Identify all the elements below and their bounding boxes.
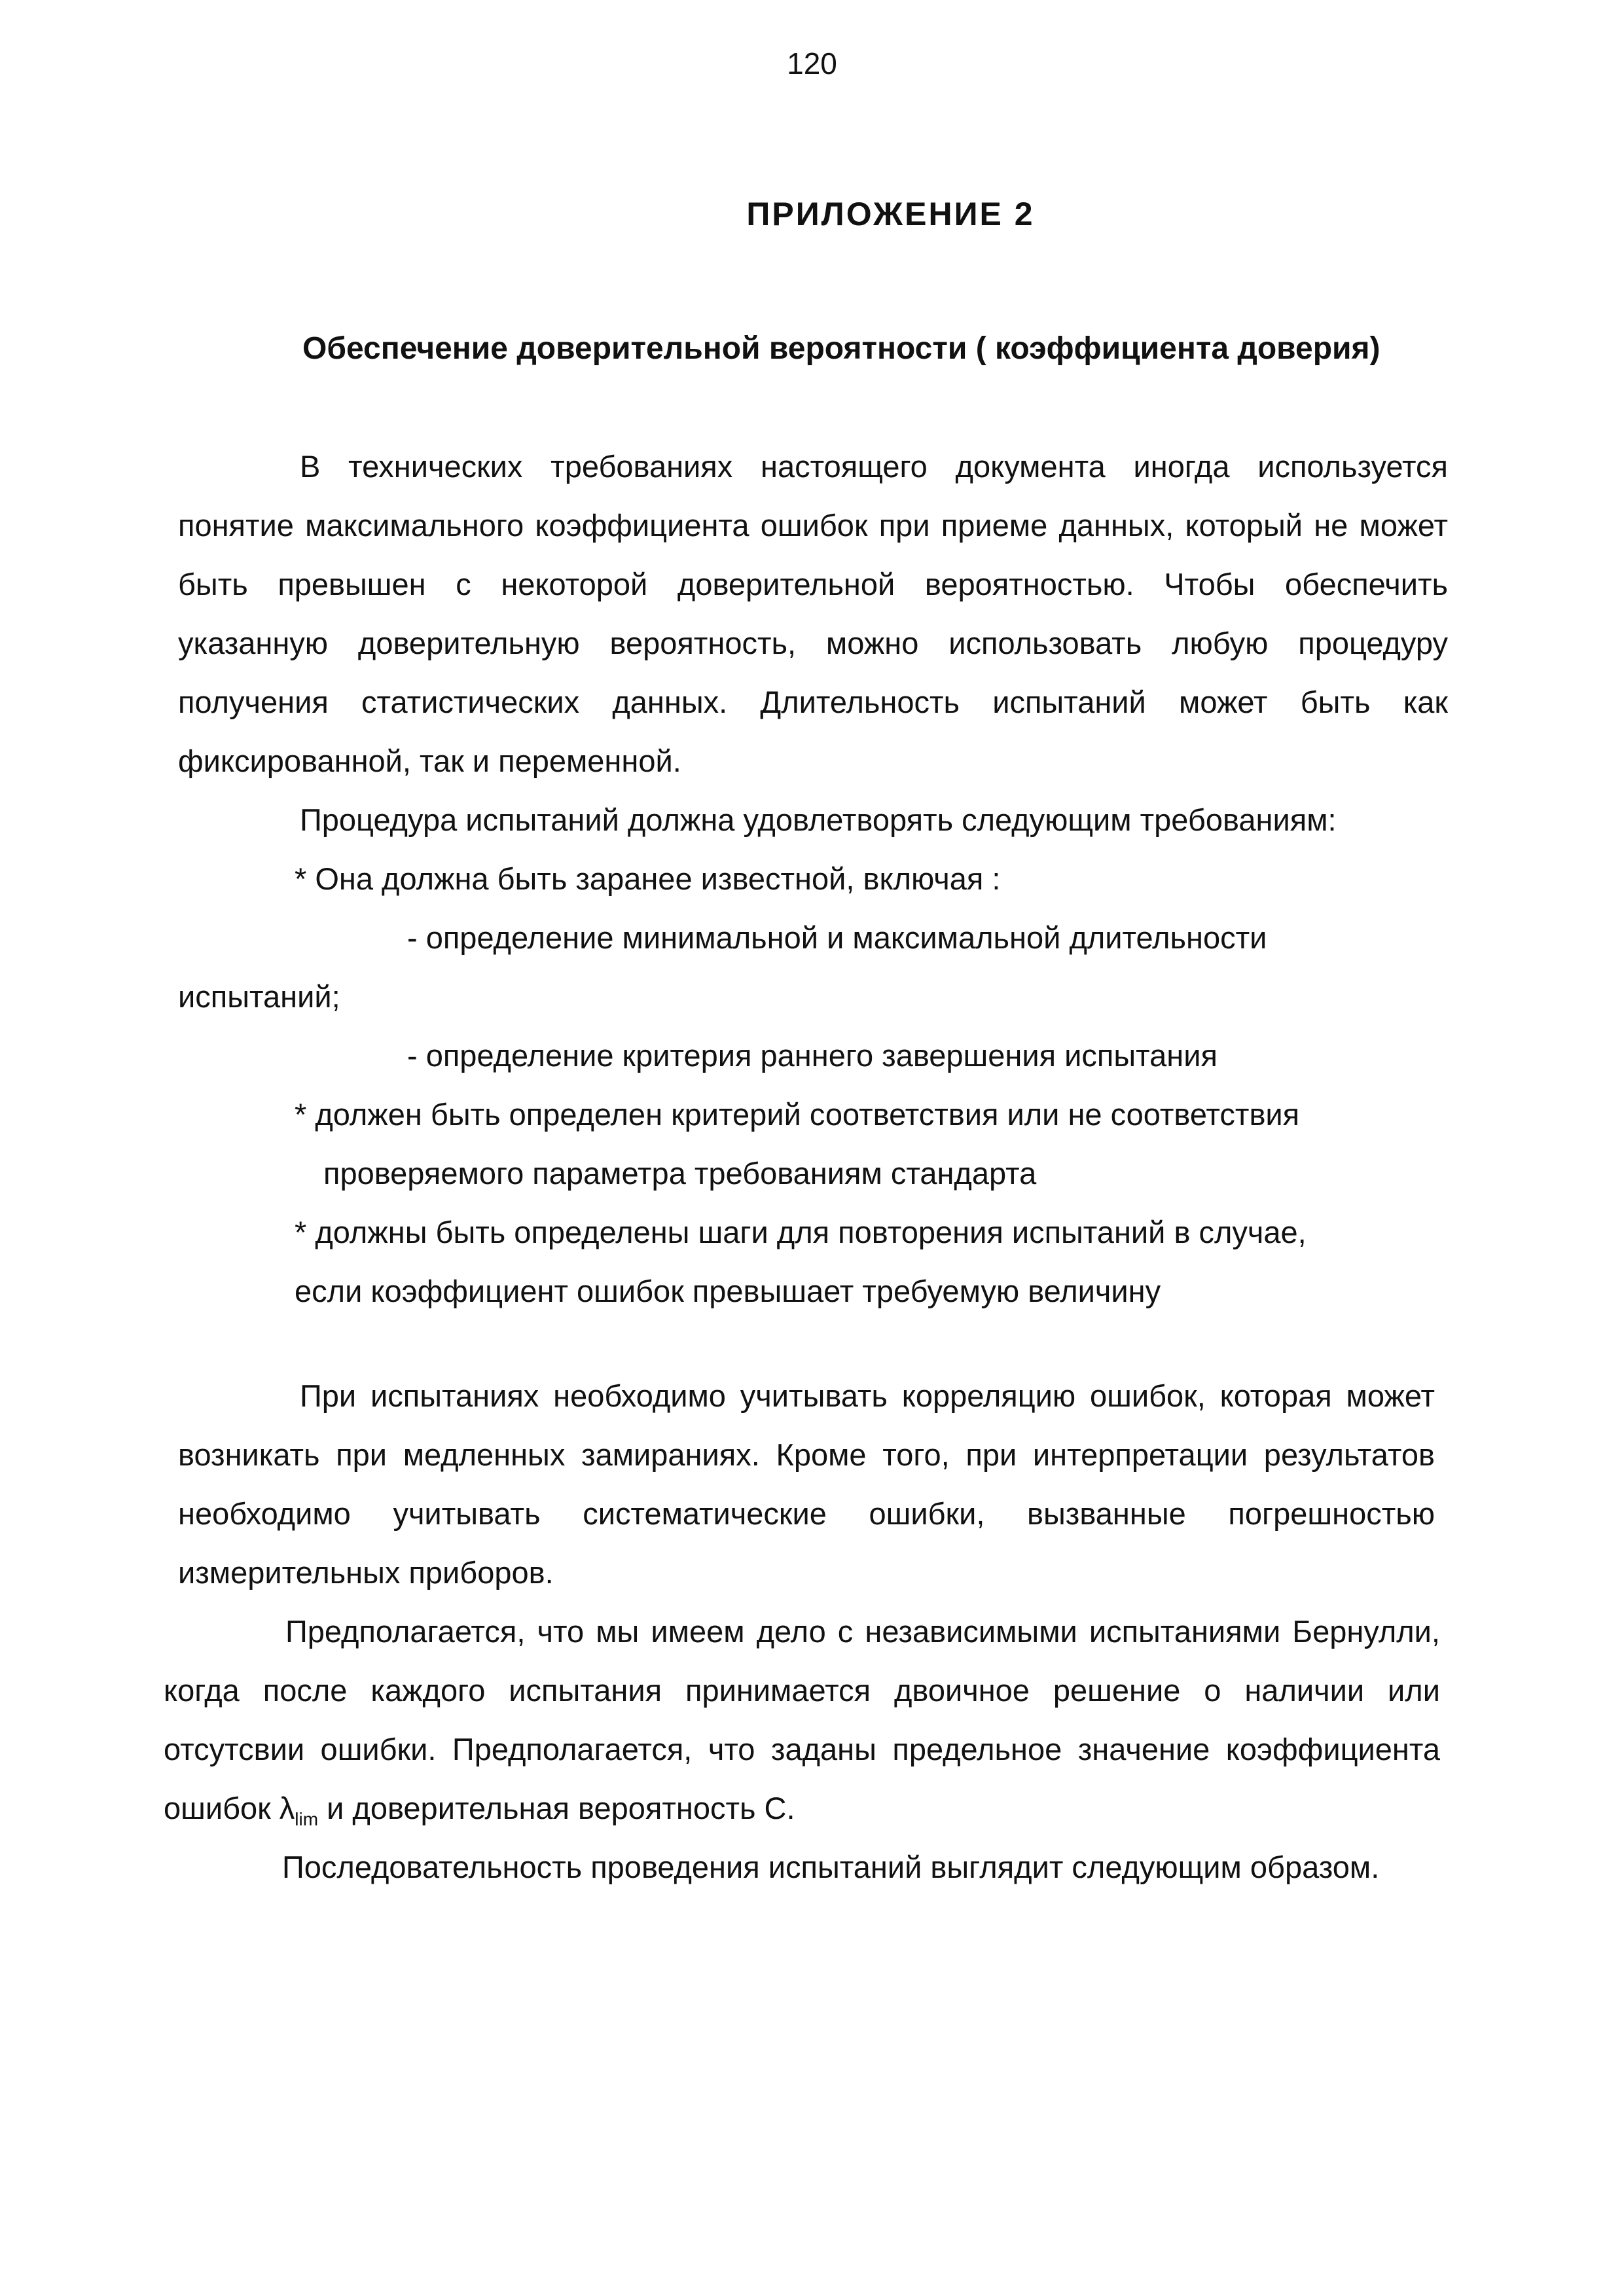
paragraph-procedure: Процедура испытаний должна удовлетворять следующим требованиям: (300, 802, 1337, 837)
paragraph-bernoulli (164, 1602, 1440, 1849)
sub-item-1-line2: испытаний; (178, 979, 340, 1014)
paragraph-correlation: При испытаниях необходимо учитывать корреляцию ошибок, которая может возникать при медленных замираниях. Кроме того, при интерпретации результатов необходимо учитывать систематические ошибки, вызванные погрешностью измерительных приборов. (178, 1378, 1435, 1590)
paragraph-sequence: Последовательность проведения испытаний выглядит следующим образом. (282, 1850, 1380, 1884)
bullet-item-3-line2: если коэффициент ошибок превышает требуемую величину (295, 1274, 1161, 1308)
bullet-item-2-line1: * должен быть определен критерий соответствия или не соответствия (295, 1097, 1300, 1132)
sub-item-2: - определение критерия раннего завершения испытания (407, 1038, 1218, 1073)
bullet-item-2-line2: проверяемого параметра требованиям стандарта (323, 1156, 1037, 1191)
bullet-item-1: * Она должна быть заранее известной, включая : (295, 861, 1001, 896)
page-number: 120 (787, 46, 837, 81)
sub-item-1-line1: - определение минимальной и максимальной длительности (407, 920, 1267, 955)
lambda-subscript: lim (295, 1809, 319, 1829)
paragraph-intro: В технических требованиях настоящего документа иногда используется понятие максимального коэффициента ошибок при приеме данных, который не может быть превышен с некоторой доверительной вероятностью. Чтобы обеспечить указанную доверительную вероятность, можно использовать любую процедуру получения статистических данных. Длительность испытаний может быть как фиксированной, так и переменной. (178, 449, 1448, 778)
bernoulli-text-part2: и доверительная вероятность С. (318, 1791, 795, 1825)
section-heading: Обеспечение доверительной вероятности ( коэффициента доверия) (302, 331, 1380, 366)
bullet-item-3-line1: * должны быть определены шаги для повторения испытаний в случае, (295, 1215, 1307, 1249)
bernoulli-text-part1: Предполагается, что мы имеем дело с независимыми испытаниями Бернулли, когда после каждого испытания принимается двоичное решение о наличии или отсутсвии ошибки. Предполагается, что заданы предельное значение коэффициента ошибок (164, 1614, 1440, 1825)
lambda-symbol: λ (279, 1791, 295, 1825)
appendix-title: ПРИЛОЖЕНИЕ 2 (746, 196, 1035, 232)
